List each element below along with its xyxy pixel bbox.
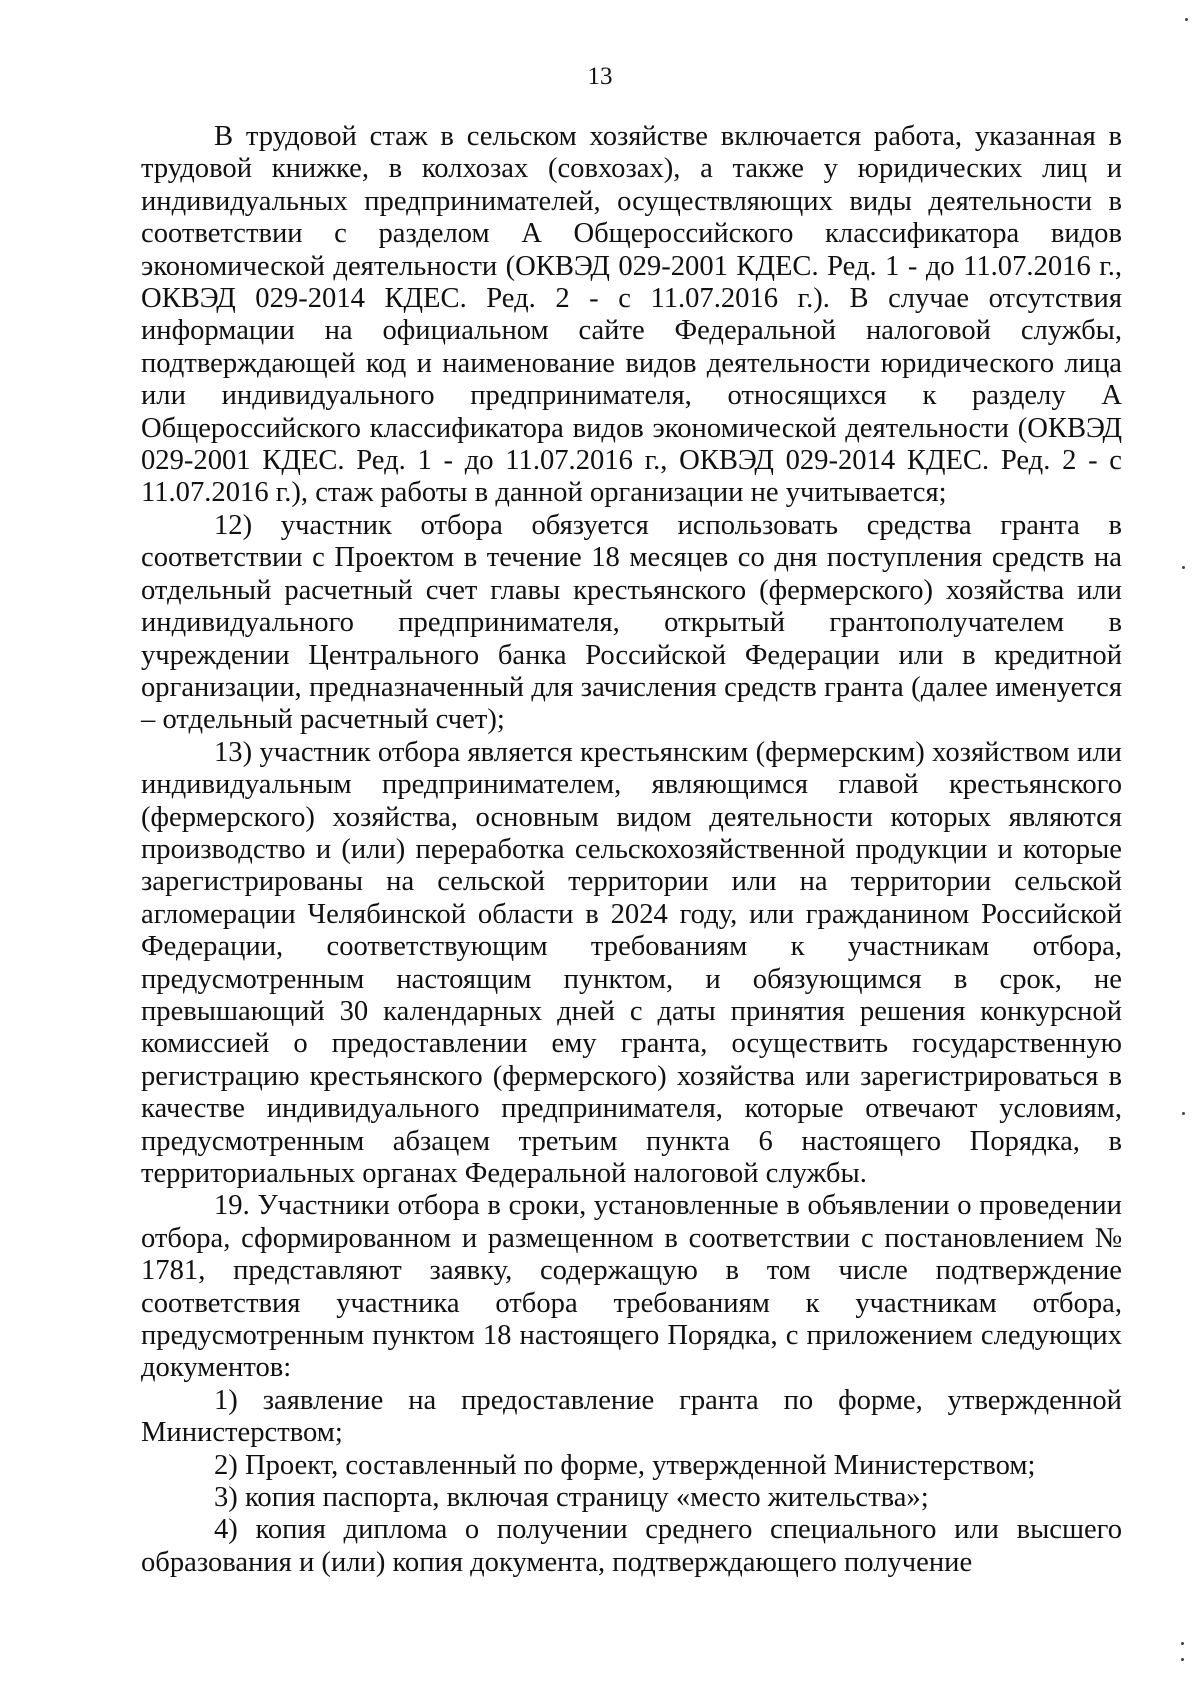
page-number: 13 — [587, 63, 613, 90]
paragraph-clause-19: 19. Участники отбора в сроки, установленные в объявлении о проведении отбора, сформированном и размещенном в соответствии с постановлением № 1781, представляют заявку, содержащую в том числе подтверждение соответствия участника отбора требованиям к участникам отбора, предусмотренным пунктом 18 настоящего Порядка, с приложением следующих документов: — [141, 1190, 1122, 1384]
document-body — [141, 121, 1122, 1579]
paragraph-work-experience: В трудовой стаж в сельском хозяйстве включается работа, указанная в трудовой книжке, в колхозах (совхозах), а также у юридических лиц и индивидуальных предпринимателей, осуществляющих виды деятельности в соответствии с разделом А Общероссийского классификатора видов экономической деятельности (ОКВЭД 029-2001 КДЕС. Ред. 1 - до 11.07.2016 г., ОКВЭД 029-2014 КДЕС. Ред. 2 - с 11.07.2016 г.). В случае отсутствия информации на официальном сайте Федеральной налоговой службы, подтверждающей код и наименование видов деятельности юридического лица или индивидуального предпринимателя, относящихся к разделу А Общероссийского классификатора видов экономической деятельности (ОКВЭД 029-2001 КДЕС. Ред. 1 - до 11.07.2016 г., ОКВЭД 029-2014 КДЕС. Ред. 2 - с 11.07.2016 г.), стаж работы в данной организации не учитывается; — [141, 121, 1122, 509]
list-item-1: 1) заявление на предоставление гранта по форме, утвержденной Министерством; — [141, 1384, 1122, 1449]
paragraph-item-13: 13) участник отбора является крестьянским (фермерским) хозяйством или индивидуальным предпринимателем, являющимся главой крестьянского (фермерского) хозяйства, основным видом деятельности которых являются производство и (или) переработка сельскохозяйственной продукции и которые зарегистрированы на сельской территории или на территории сельской агломерации Челябинской области в 2024 году, или гражданином Российской Федерации, соответствующим требованиям к участникам отбора, предусмотренным настоящим пунктом, и обязующимся в срок, не превышающий 30 календарных дней с даты принятия решения конкурсной комиссией о предоставлении ему гранта, осуществить государственную регистрацию крестьянского (фермерского) хозяйства или зарегистрироваться в качестве индивидуального предпринимателя, которые отвечают условиям, предусмотренным абзацем третьим пункта 6 настоящего Порядка, в территориальных органах Федеральной налоговой службы. — [141, 736, 1122, 1189]
list-item-2: 2) Проект, составленный по форме, утвержденной Министерством; — [214, 1449, 1036, 1481]
list-item-3: 3) копия паспорта, включая страницу «место жительства»; — [214, 1482, 929, 1514]
scan-speck — [1181, 1658, 1184, 1661]
paragraph-item-12: 12) участник отбора обязуется использовать средства гранта в соответствии с Проектом в течение 18 месяцев со дня поступления средств на отдельный расчетный счет главы крестьянского (фермерского) хозяйства или индивидуального предпринимателя, открытый грантополучателем в учреждении Центрального банка Российской Федерации или в кредитной организации, предназначенный для зачисления средств гранта (далее именуется – отдельный расчетный счет); — [141, 509, 1122, 736]
list-item-4: 4) копия диплома о получении среднего специального или высшего образования и (или) копия документа, подтверждающего получение — [141, 1514, 1122, 1578]
scan-speck — [1182, 566, 1185, 569]
scan-speck — [1182, 1112, 1185, 1115]
scan-speck — [1185, 18, 1188, 21]
scan-speck — [1181, 1642, 1184, 1645]
